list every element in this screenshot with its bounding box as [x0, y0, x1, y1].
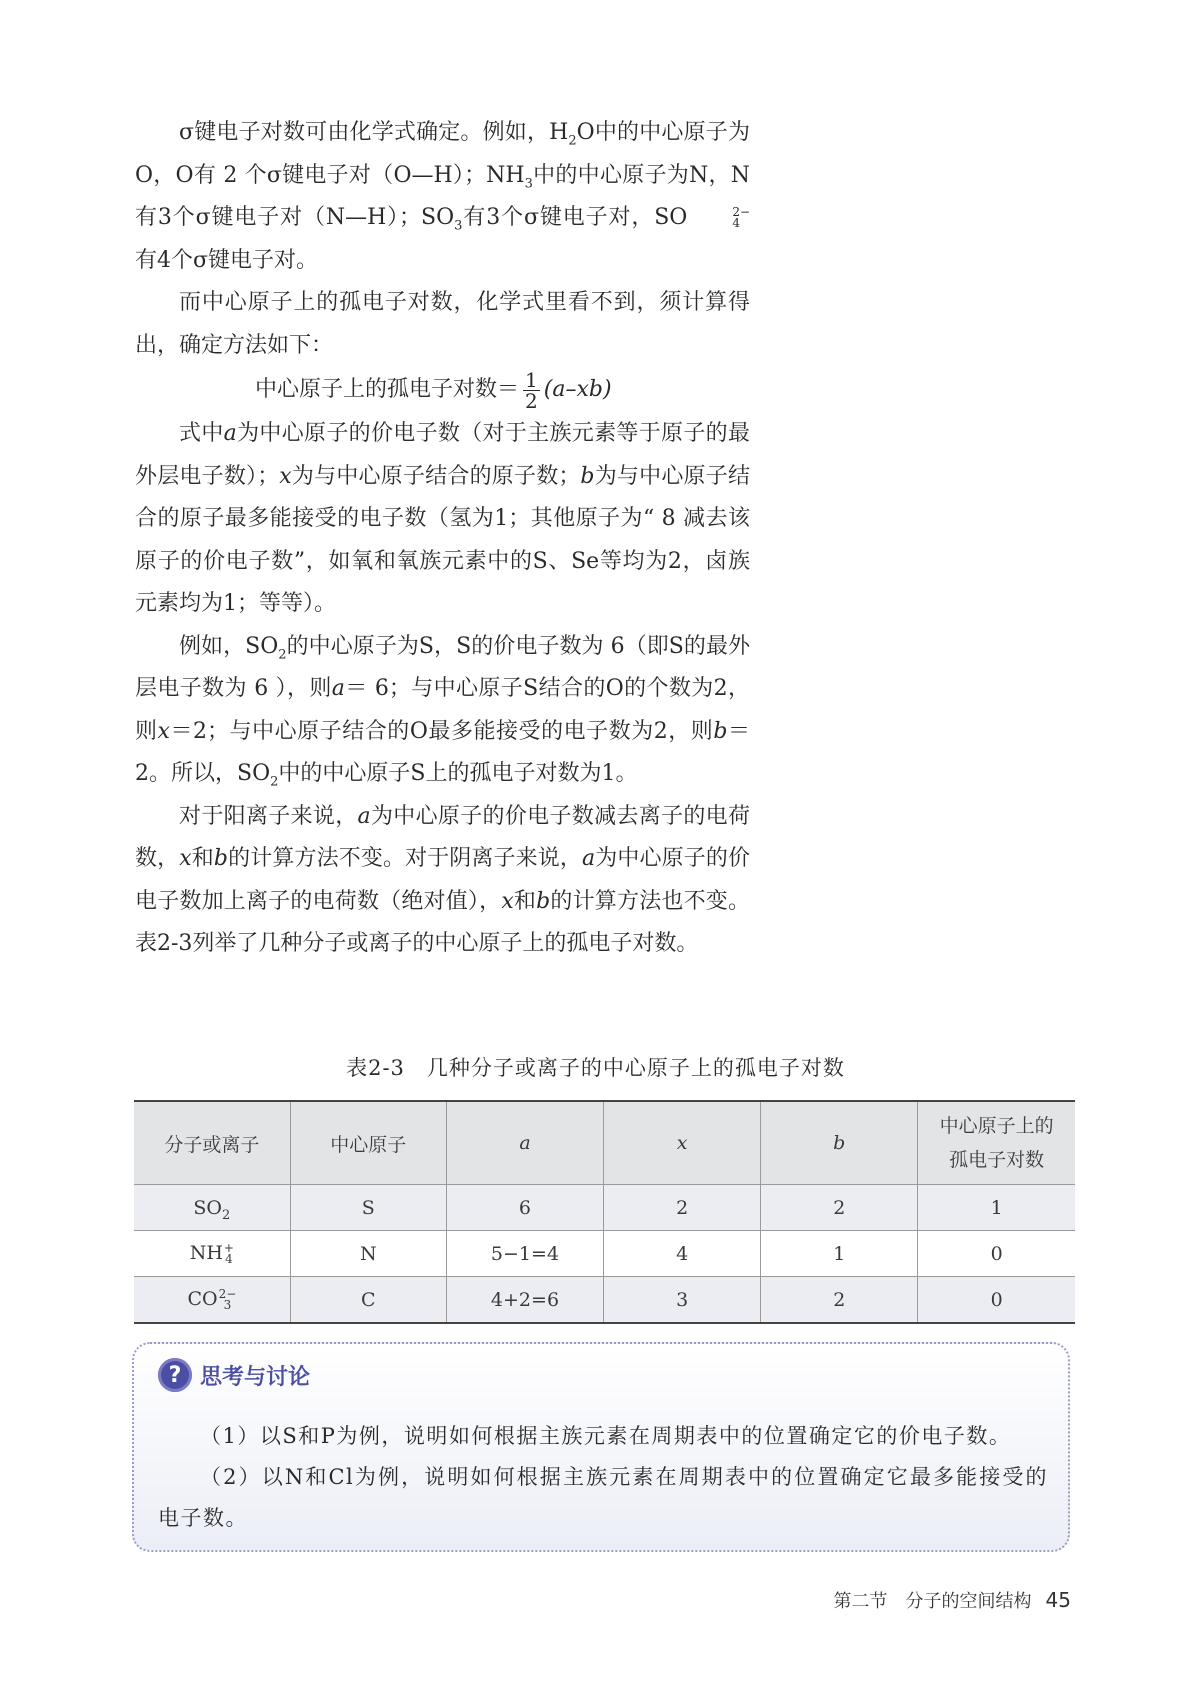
cell-b: 2: [761, 1277, 918, 1324]
discussion-box: [132, 1342, 1070, 1552]
subscript: 2: [278, 646, 287, 662]
body-text: [135, 112, 750, 966]
superscript: 2−: [732, 205, 751, 219]
header-species: 分子或离子: [134, 1101, 290, 1185]
paragraph-sigma-bonds: [135, 112, 750, 282]
variable-b: b: [213, 846, 229, 871]
text-run: 为中心原子的价电子数减去离子的电荷数，: [135, 803, 750, 871]
text-run: 中的中心原子为N，N有3个σ键电子对（N—H）；SO: [135, 162, 750, 230]
variable-a: a: [223, 421, 237, 446]
text-run: 式中: [179, 421, 224, 446]
variable-x: x: [279, 463, 292, 489]
section-title: 第二节 分子的空间结构: [833, 1591, 1032, 1612]
cell-lone-pairs: 1: [918, 1185, 1075, 1231]
cell-center: N: [290, 1231, 446, 1277]
text-run: 和: [191, 846, 214, 871]
question-icon: ?: [158, 1358, 192, 1392]
variable-a: a: [357, 803, 371, 829]
fraction-denominator: 2: [525, 388, 538, 413]
header-x-label: x: [676, 1132, 688, 1154]
table-number: 表2-3: [346, 1056, 405, 1080]
paragraph-variables: [135, 413, 750, 626]
species-subscript: 4: [225, 1252, 233, 1266]
lone-pair-table: [134, 1100, 1075, 1324]
species-superscript: +: [223, 1241, 234, 1255]
discussion-title: 思考与讨论: [200, 1364, 311, 1390]
text-run: ＝2。所以，SO: [135, 718, 750, 786]
header-x: [604, 1101, 761, 1185]
variable-b: b: [536, 888, 551, 914]
text-run: 和: [513, 888, 537, 914]
paragraph-so2-example: [135, 626, 750, 796]
text-run: 中的中心原子S上的孤电子对数为1。: [278, 761, 638, 786]
text-run: 对于阳离子来说，: [179, 803, 358, 829]
table-header-row: [134, 1101, 1075, 1185]
header-lone-pairs-line1: 中心原子上的: [939, 1115, 1054, 1137]
text-run: ＝ 6；与中心原子S结合的O的个数为2，则: [135, 676, 750, 744]
ion-charge: [688, 207, 750, 229]
subscript: 2: [270, 774, 279, 790]
text-run: 例如，SO: [179, 633, 279, 659]
subscript: 4: [732, 216, 740, 230]
fraction-numerator: 1: [525, 367, 538, 392]
variable-b: b: [713, 718, 728, 744]
cell-x: 2: [604, 1185, 761, 1231]
variable-b: b: [580, 463, 595, 489]
cell-a: 5−1=4: [446, 1231, 603, 1277]
paragraph-ions: [135, 796, 750, 966]
ion-charge: [224, 1243, 234, 1265]
cell-species: [134, 1185, 290, 1231]
cell-a: 4+2=6: [446, 1277, 603, 1324]
header-lone-pairs: [918, 1101, 1075, 1185]
table-title: 几种分子或离子的中心原子上的孤电子对数: [426, 1056, 845, 1080]
header-a-label: a: [519, 1132, 531, 1154]
cell-lone-pairs: 0: [918, 1277, 1075, 1324]
paragraph-lone-pairs-intro: 而中心原子上的孤电子对数，化学式里看不到，须计算得出，确定方法如下：: [135, 290, 750, 358]
formula: [135, 367, 750, 413]
header-a: [446, 1101, 603, 1185]
text-run: 为与中心原子结合的原子最多能接受的电子数（氢为1；其他原子为“ 8 减去该原子的价电子数”，如氧和氧族元素中的S、Se等均为2，卤族元素均为1；等等）。: [135, 463, 750, 616]
cell-lone-pairs: 0: [918, 1231, 1075, 1277]
header-b: [761, 1101, 918, 1185]
species-base: SO: [193, 1196, 222, 1219]
formula-expression: (a–xb): [543, 377, 612, 402]
species-base: CO: [187, 1288, 218, 1310]
variable-a: a: [582, 846, 596, 871]
header-lone-pairs-line2: 孤电子对数: [949, 1149, 1045, 1171]
header-center-atom: 中心原子: [290, 1101, 446, 1185]
cell-center: S: [290, 1185, 446, 1231]
page-number: 45: [1045, 1588, 1071, 1612]
page-footer: [834, 1587, 1071, 1613]
text-run: 的计算方法也不变。表2-3列举了几种分子或离子的中心原子上的孤电子对数。: [135, 888, 750, 956]
cell-x: 4: [604, 1231, 761, 1277]
cell-a: 6: [446, 1185, 603, 1231]
cell-species: [134, 1277, 290, 1324]
subscript: 2: [568, 133, 577, 149]
text-run: 为中心原子的价电子数（对于主族元素等于原子的最外层电子数）；: [135, 421, 750, 489]
text-run: 有3个σ键电子对，SO: [462, 205, 688, 230]
discussion-item: （2）以N和Cl为例，说明如何根据主族元素在周期表中的位置确定它最多能接受的电子数。: [158, 1465, 1048, 1530]
variable-x: x: [501, 888, 514, 914]
subscript: 3: [524, 175, 533, 191]
table-row: [134, 1231, 1075, 1277]
text-run: 有4个σ键电子对。: [135, 247, 319, 273]
cell-b: 1: [761, 1231, 918, 1277]
variable-a: a: [331, 676, 345, 701]
cell-species: [134, 1231, 290, 1277]
cell-b: 2: [761, 1185, 918, 1231]
variable-x: x: [179, 846, 192, 871]
fraction: [523, 367, 540, 413]
text-run: 为中心原子的价电子数加上离子的电荷数（绝对值），: [135, 846, 750, 914]
species-subscript: 3: [223, 1298, 232, 1312]
species-subscript: 2: [222, 1207, 231, 1223]
text-run: 的计算方法不变。对于阴离子来说，: [228, 846, 583, 871]
formula-label: 中心原子上的孤电子对数＝: [255, 377, 520, 402]
cell-x: 3: [604, 1277, 761, 1324]
species-superscript: 2−: [218, 1287, 237, 1301]
discussion-items: [158, 1416, 1048, 1539]
cell-center: C: [290, 1277, 446, 1324]
discussion-header: [158, 1358, 310, 1392]
variable-x: x: [157, 718, 170, 744]
text-run: 为与中心原子结合的原子数；: [291, 463, 581, 489]
text-run: ＝2；与中心原子结合的O最多能接受的电子数为2，则: [169, 718, 714, 744]
text-run: 的中心原子为S，S的价电子数为 6（即S的最外层电子数为 6 ），则: [135, 633, 750, 701]
header-b-label: b: [833, 1132, 846, 1154]
table-caption: [0, 1052, 1191, 1082]
table-row: [134, 1277, 1075, 1324]
text-run: O中的中心原子为O，O有 2 个σ键电子对（O—H）；NH: [135, 120, 750, 188]
species-base: NH: [189, 1242, 223, 1264]
subscript: 3: [454, 218, 463, 234]
table-row: [134, 1185, 1075, 1231]
text-run: σ键电子对数可由化学式确定。例如，H: [179, 120, 569, 145]
discussion-item: （1）以S和P为例，说明如何根据主族元素在周期表中的位置确定它的价电子数。: [200, 1424, 1012, 1448]
ion-charge: [219, 1289, 237, 1311]
